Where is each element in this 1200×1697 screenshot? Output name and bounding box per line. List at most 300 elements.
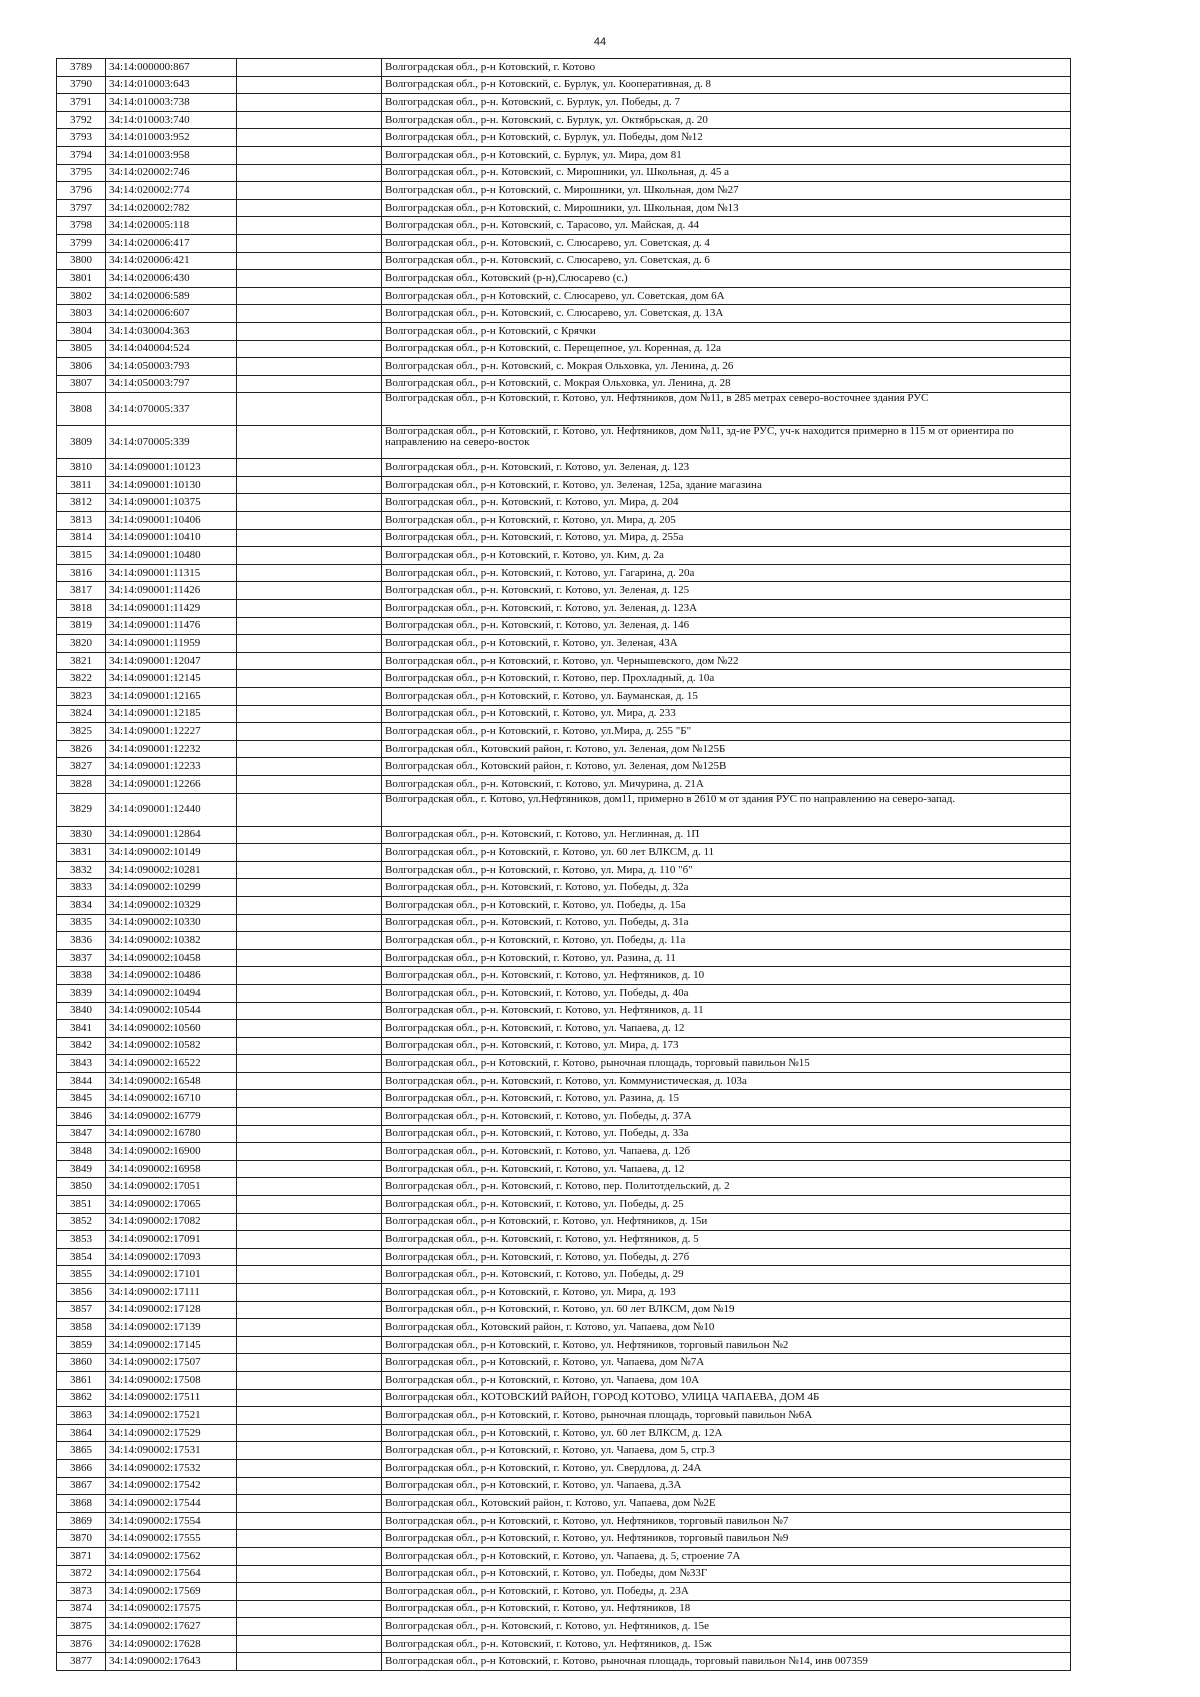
table-row — [57, 1196, 1071, 1214]
row-number-cell: 3862 — [57, 1389, 106, 1407]
table-row — [57, 1424, 1071, 1442]
empty-cell — [237, 252, 382, 270]
address-cell: Волгоградская обл., р-н Котовский, г. Котово, ул. Нефтяников, торговый павильон №7 — [382, 1512, 1071, 1530]
cadastral-number-cell: 34:14:090002:17511 — [106, 1389, 237, 1407]
row-number-cell: 3808 — [57, 393, 106, 426]
table-row — [57, 723, 1071, 741]
cadastral-number-cell: 34:14:090001:11476 — [106, 617, 237, 635]
table-row — [57, 896, 1071, 914]
empty-cell — [237, 322, 382, 340]
empty-cell — [237, 896, 382, 914]
row-number-cell: 3829 — [57, 793, 106, 826]
table-row — [57, 1055, 1071, 1073]
row-number-cell: 3842 — [57, 1037, 106, 1055]
cadastral-number-cell: 34:14:090001:12165 — [106, 688, 237, 706]
table-row — [57, 652, 1071, 670]
row-number-cell: 3833 — [57, 879, 106, 897]
empty-cell — [237, 1301, 382, 1319]
address-cell: Волгоградская обл., р-н. Котовский, г. Котово, ул. Победы, д. 40а — [382, 984, 1071, 1002]
row-number-cell: 3812 — [57, 494, 106, 512]
row-number-cell: 3872 — [57, 1565, 106, 1583]
cadastral-number-cell: 34:14:090001:12185 — [106, 705, 237, 723]
empty-cell — [237, 1090, 382, 1108]
address-cell: Волгоградская обл., р-н. Котовский, г. Котово, ул. Победы, д. 25 — [382, 1196, 1071, 1214]
empty-cell — [237, 1231, 382, 1249]
row-number-cell: 3838 — [57, 967, 106, 985]
row-number-cell: 3877 — [57, 1653, 106, 1671]
cadastral-number-cell: 34:14:020006:421 — [106, 252, 237, 270]
empty-cell — [237, 494, 382, 512]
table-row — [57, 1072, 1071, 1090]
address-cell: Волгоградская обл., р-н. Котовский, г. Котово, ул. Мира, д. 204 — [382, 494, 1071, 512]
address-cell: Волгоградская обл., р-н. Котовский, г. Котово, ул. Неглинная, д. 1П — [382, 826, 1071, 844]
empty-cell — [237, 393, 382, 426]
empty-cell — [237, 1160, 382, 1178]
address-cell: Волгоградская обл., р-н. Котовский, с. Мокрая Ольховка, ул. Ленина, д. 26 — [382, 358, 1071, 376]
address-cell: Волгоградская обл., р-н Котовский, с. Перещепное, ул. Коренная, д. 12а — [382, 340, 1071, 358]
table-row — [57, 476, 1071, 494]
address-cell: Волгоградская обл., р-н Котовский, г. Котово, ул. Мира, д. 233 — [382, 705, 1071, 723]
cadastral-number-cell: 34:14:090002:17569 — [106, 1583, 237, 1601]
empty-cell — [237, 1389, 382, 1407]
empty-cell — [237, 182, 382, 200]
empty-cell — [237, 1213, 382, 1231]
row-number-cell: 3852 — [57, 1213, 106, 1231]
address-cell: Волгоградская обл., р-н. Котовский, г. Котово, ул. Чапаева, д. 12 — [382, 1020, 1071, 1038]
row-number-cell: 3850 — [57, 1178, 106, 1196]
cadastral-number-cell: 34:14:090002:17564 — [106, 1565, 237, 1583]
address-cell: Волгоградская обл., р-н Котовский, г. Котово, рыночная площадь, торговый павильон №15 — [382, 1055, 1071, 1073]
cadastral-number-cell: 34:14:090001:10123 — [106, 459, 237, 477]
address-cell: Волгоградская обл., р-н. Котовский, г. Котово, ул. Зеленая, д. 125 — [382, 582, 1071, 600]
table-row — [57, 1495, 1071, 1513]
table-row — [57, 494, 1071, 512]
row-number-cell: 3839 — [57, 984, 106, 1002]
empty-cell — [237, 1477, 382, 1495]
table-row — [57, 1284, 1071, 1302]
table-row — [57, 879, 1071, 897]
cadastral-number-cell: 34:14:090002:17093 — [106, 1248, 237, 1266]
row-number-cell: 3803 — [57, 305, 106, 323]
row-number-cell: 3813 — [57, 512, 106, 530]
table-row — [57, 1635, 1071, 1653]
address-cell: Волгоградская обл., р-н Котовский, г. Котово, ул. Нефтяников, дом №11, в 285 метрах северо-восточнее здания РУС — [382, 393, 1071, 426]
address-cell: Волгоградская обл., р-н Котовский, г. Котово, ул. Свердлова, д. 24А — [382, 1459, 1071, 1477]
address-cell: Волгоградская обл., р-н Котовский, г. Котово, ул. Разина, д. 11 — [382, 949, 1071, 967]
table-row — [57, 1178, 1071, 1196]
cadastral-number-cell: 34:14:010003:643 — [106, 76, 237, 94]
empty-cell — [237, 375, 382, 393]
empty-cell — [237, 426, 382, 459]
empty-cell — [237, 1547, 382, 1565]
address-cell: Волгоградская обл., р-н. Котовский, г. Котово, ул. Победы, д. 33а — [382, 1125, 1071, 1143]
empty-cell — [237, 826, 382, 844]
table-row — [57, 234, 1071, 252]
address-cell: Волгоградская обл., Котовский район, г. Котово, ул. Чапаева, дом №10 — [382, 1319, 1071, 1337]
row-number-cell: 3840 — [57, 1002, 106, 1020]
row-number-cell: 3811 — [57, 476, 106, 494]
table-row — [57, 1336, 1071, 1354]
registry-table — [56, 58, 1071, 1671]
empty-cell — [237, 1653, 382, 1671]
cadastral-number-cell: 34:14:090001:12145 — [106, 670, 237, 688]
table-row — [57, 949, 1071, 967]
table-row — [57, 1108, 1071, 1126]
table-row — [57, 287, 1071, 305]
empty-cell — [237, 775, 382, 793]
cadastral-number-cell: 34:14:090002:17508 — [106, 1371, 237, 1389]
empty-cell — [237, 270, 382, 288]
table-row — [57, 1583, 1071, 1601]
address-cell: Волгоградская обл., р-н Котовский, с. Бурлук, ул. Мира, дом 81 — [382, 146, 1071, 164]
row-number-cell: 3814 — [57, 529, 106, 547]
row-number-cell: 3834 — [57, 896, 106, 914]
empty-cell — [237, 670, 382, 688]
cadastral-number-cell: 34:14:090002:10299 — [106, 879, 237, 897]
row-number-cell: 3836 — [57, 932, 106, 950]
cadastral-number-cell: 34:14:090002:16780 — [106, 1125, 237, 1143]
empty-cell — [237, 340, 382, 358]
address-cell: Волгоградская обл., р-н Котовский, г. Котово, рыночная площадь, торговый павильон №14, инв 007359 — [382, 1653, 1071, 1671]
cadastral-number-cell: 34:14:090002:17628 — [106, 1635, 237, 1653]
row-number-cell: 3828 — [57, 775, 106, 793]
cadastral-number-cell: 34:14:090002:10560 — [106, 1020, 237, 1038]
row-number-cell: 3863 — [57, 1407, 106, 1425]
cadastral-number-cell: 34:14:090001:10410 — [106, 529, 237, 547]
row-number-cell: 3822 — [57, 670, 106, 688]
cadastral-number-cell: 34:14:090002:16900 — [106, 1143, 237, 1161]
table-row — [57, 1090, 1071, 1108]
address-cell: Волгоградская обл., р-н. Котовский, г. Котово, ул. Чапаева, д. 12б — [382, 1143, 1071, 1161]
table-row — [57, 1442, 1071, 1460]
row-number-cell: 3790 — [57, 76, 106, 94]
row-number-cell: 3866 — [57, 1459, 106, 1477]
table-row — [57, 967, 1071, 985]
address-cell: Волгоградская обл., р-н. Котовский, г. Котово, ул. Мичурина, д. 21А — [382, 775, 1071, 793]
row-number-cell: 3861 — [57, 1371, 106, 1389]
row-number-cell: 3837 — [57, 949, 106, 967]
cadastral-number-cell: 34:14:090002:16958 — [106, 1160, 237, 1178]
table-row — [57, 426, 1071, 459]
address-cell: Волгоградская обл., р-н. Котовский, г. Котово, ул. Победы, д. 27б — [382, 1248, 1071, 1266]
cadastral-number-cell: 34:14:090001:12233 — [106, 758, 237, 776]
empty-cell — [237, 844, 382, 862]
empty-cell — [237, 1336, 382, 1354]
table-row — [57, 1512, 1071, 1530]
row-number-cell: 3824 — [57, 705, 106, 723]
address-cell: Волгоградская обл., р-н Котовский, г. Котово, ул. Ким, д. 2а — [382, 547, 1071, 565]
cadastral-number-cell: 34:14:090002:10582 — [106, 1037, 237, 1055]
address-cell: Волгоградская обл., р-н. Котовский, г. Котово, ул. Победы, д. 37А — [382, 1108, 1071, 1126]
cadastral-number-cell: 34:14:090001:10480 — [106, 547, 237, 565]
table-row — [57, 1160, 1071, 1178]
cadastral-number-cell: 34:14:000000:867 — [106, 59, 237, 77]
cadastral-number-cell: 34:14:090002:16548 — [106, 1072, 237, 1090]
empty-cell — [237, 1530, 382, 1548]
cadastral-number-cell: 34:14:090002:17575 — [106, 1600, 237, 1618]
empty-cell — [237, 967, 382, 985]
cadastral-number-cell: 34:14:090002:17627 — [106, 1618, 237, 1636]
cadastral-number-cell: 34:14:030004:363 — [106, 322, 237, 340]
cadastral-number-cell: 34:14:020006:589 — [106, 287, 237, 305]
address-cell: Волгоградская обл., р-н. Котовский, г. Котово, ул. Победы, д. 32а — [382, 879, 1071, 897]
row-number-cell: 3801 — [57, 270, 106, 288]
page-number: 44 — [593, 36, 607, 48]
cadastral-number-cell: 34:14:090001:12227 — [106, 723, 237, 741]
row-number-cell: 3847 — [57, 1125, 106, 1143]
table-row — [57, 705, 1071, 723]
empty-cell — [237, 1565, 382, 1583]
address-cell: Волгоградская обл., р-н Котовский, г. Котово, ул. Мира, д. 205 — [382, 512, 1071, 530]
table-row — [57, 322, 1071, 340]
empty-cell — [237, 1618, 382, 1636]
row-number-cell: 3818 — [57, 600, 106, 618]
row-number-cell: 3874 — [57, 1600, 106, 1618]
cadastral-number-cell: 34:14:070005:339 — [106, 426, 237, 459]
row-number-cell: 3827 — [57, 758, 106, 776]
row-number-cell: 3802 — [57, 287, 106, 305]
table-row — [57, 984, 1071, 1002]
table-row — [57, 1266, 1071, 1284]
row-number-cell: 3820 — [57, 635, 106, 653]
cadastral-number-cell: 34:14:090002:17562 — [106, 1547, 237, 1565]
address-cell: Волгоградская обл., р-н Котовский, г. Котово, ул. Победы, д. 23А — [382, 1583, 1071, 1601]
cadastral-number-cell: 34:14:090002:10281 — [106, 861, 237, 879]
table-row — [57, 1565, 1071, 1583]
cadastral-number-cell: 34:14:050003:797 — [106, 375, 237, 393]
row-number-cell: 3835 — [57, 914, 106, 932]
address-cell: Волгоградская обл., р-н Котовский, г. Котово, ул. Мира, д. 110 "б" — [382, 861, 1071, 879]
empty-cell — [237, 1600, 382, 1618]
cadastral-number-cell: 34:14:070005:337 — [106, 393, 237, 426]
cadastral-number-cell: 34:14:090001:12047 — [106, 652, 237, 670]
cadastral-number-cell: 34:14:090002:10494 — [106, 984, 237, 1002]
row-number-cell: 3794 — [57, 146, 106, 164]
empty-cell — [237, 512, 382, 530]
row-number-cell: 3846 — [57, 1108, 106, 1126]
address-cell: Волгоградская обл., р-н. Котовский, г. Котово, ул. Зеленая, д. 123А — [382, 600, 1071, 618]
empty-cell — [237, 723, 382, 741]
row-number-cell: 3843 — [57, 1055, 106, 1073]
cadastral-number-cell: 34:14:090002:10149 — [106, 844, 237, 862]
table-row — [57, 1547, 1071, 1565]
empty-cell — [237, 1442, 382, 1460]
empty-cell — [237, 705, 382, 723]
address-cell: Волгоградская обл., р-н Котовский, г. Котово, ул. Победы, д. 11а — [382, 932, 1071, 950]
address-cell: Волгоградская обл., р-н Котовский, с. Слюсарево, ул. Советская, дом 6А — [382, 287, 1071, 305]
table-row — [57, 1371, 1071, 1389]
table-row — [57, 1125, 1071, 1143]
empty-cell — [237, 476, 382, 494]
table-row — [57, 617, 1071, 635]
empty-cell — [237, 1002, 382, 1020]
row-number-cell: 3856 — [57, 1284, 106, 1302]
address-cell: Волгоградская обл., р-н. Котовский, г. Котово, ул. Зеленая, д. 146 — [382, 617, 1071, 635]
empty-cell — [237, 1055, 382, 1073]
address-cell: Волгоградская обл., р-н Котовский, г. Котово, ул. 60 лет ВЛКСМ, д. 12А — [382, 1424, 1071, 1442]
row-number-cell: 3845 — [57, 1090, 106, 1108]
table-row — [57, 1002, 1071, 1020]
row-number-cell: 3810 — [57, 459, 106, 477]
address-cell: Волгоградская обл., р-н Котовский, с. Бурлук, ул. Победы, дом №12 — [382, 129, 1071, 147]
empty-cell — [237, 1143, 382, 1161]
table-row — [57, 512, 1071, 530]
empty-cell — [237, 740, 382, 758]
row-number-cell: 3871 — [57, 1547, 106, 1565]
empty-cell — [237, 59, 382, 77]
table-row — [57, 861, 1071, 879]
cadastral-number-cell: 34:14:090002:17091 — [106, 1231, 237, 1249]
table-row — [57, 252, 1071, 270]
empty-cell — [237, 914, 382, 932]
empty-cell — [237, 76, 382, 94]
row-number-cell: 3876 — [57, 1635, 106, 1653]
address-cell: Волгоградская обл., р-н Котовский, г. Котово, ул. Зеленая, 43А — [382, 635, 1071, 653]
address-cell: Волгоградская обл., р-н. Котовский, г. Котово, ул. Мира, д. 255а — [382, 529, 1071, 547]
empty-cell — [237, 1266, 382, 1284]
address-cell: Волгоградская обл., Котовский (р-н),Слюсарево (с.) — [382, 270, 1071, 288]
cadastral-number-cell: 34:14:090002:17065 — [106, 1196, 237, 1214]
table-row — [57, 1618, 1071, 1636]
empty-cell — [237, 582, 382, 600]
empty-cell — [237, 111, 382, 129]
address-cell: Волгоградская обл., р-н. Котовский, г. Котово, ул. Нефтяников, д. 10 — [382, 967, 1071, 985]
address-cell: Волгоградская обл., р-н Котовский, г. Котово, пер. Прохладный, д. 10а — [382, 670, 1071, 688]
cadastral-number-cell: 34:14:090002:17555 — [106, 1530, 237, 1548]
cadastral-number-cell: 34:14:090001:12232 — [106, 740, 237, 758]
empty-cell — [237, 1178, 382, 1196]
table-row — [57, 94, 1071, 112]
empty-cell — [237, 932, 382, 950]
table-row — [57, 1037, 1071, 1055]
address-cell: Волгоградская обл., р-н. Котовский, г. Котово, ул. Нефтяников, д. 11 — [382, 1002, 1071, 1020]
address-cell: Волгоградская обл., р-н. Котовский, г. Котово, ул. Гагарина, д. 20а — [382, 564, 1071, 582]
address-cell: Волгоградская обл., р-н Котовский, с. Мирошники, ул. Школьная, дом №27 — [382, 182, 1071, 200]
address-cell: Волгоградская обл., р-н Котовский, г. Котово, ул. Чапаева, дом 5, стр.3 — [382, 1442, 1071, 1460]
row-number-cell: 3855 — [57, 1266, 106, 1284]
cadastral-number-cell: 34:14:090001:10130 — [106, 476, 237, 494]
row-number-cell: 3809 — [57, 426, 106, 459]
address-cell: Волгоградская обл., р-н Котовский, г. Котово, ул. Бауманская, д. 15 — [382, 688, 1071, 706]
empty-cell — [237, 617, 382, 635]
empty-cell — [237, 1037, 382, 1055]
empty-cell — [237, 1459, 382, 1477]
table-row — [57, 111, 1071, 129]
row-number-cell: 3791 — [57, 94, 106, 112]
cadastral-number-cell: 34:14:020002:746 — [106, 164, 237, 182]
cadastral-number-cell: 34:14:090002:17529 — [106, 1424, 237, 1442]
empty-cell — [237, 1284, 382, 1302]
table-row — [57, 1389, 1071, 1407]
address-cell: Волгоградская обл., р-н Котовский, г. Котово, ул.Мира, д. 255 "Б" — [382, 723, 1071, 741]
empty-cell — [237, 287, 382, 305]
cadastral-number-cell: 34:14:090001:10406 — [106, 512, 237, 530]
cadastral-number-cell: 34:14:090001:11959 — [106, 635, 237, 653]
address-cell: Волгоградская обл., р-н. Котовский, с. Бурлук, ул. Октябрьская, д. 20 — [382, 111, 1071, 129]
cadastral-number-cell: 34:14:090002:17531 — [106, 1442, 237, 1460]
table-row — [57, 129, 1071, 147]
empty-cell — [237, 217, 382, 235]
cadastral-number-cell: 34:14:010003:958 — [106, 146, 237, 164]
cadastral-number-cell: 34:14:090002:17051 — [106, 1178, 237, 1196]
cadastral-number-cell: 34:14:020006:607 — [106, 305, 237, 323]
empty-cell — [237, 861, 382, 879]
table-row — [57, 1477, 1071, 1495]
table-row — [57, 844, 1071, 862]
row-number-cell: 3823 — [57, 688, 106, 706]
table-row — [57, 76, 1071, 94]
table-row — [57, 340, 1071, 358]
table-row — [57, 564, 1071, 582]
row-number-cell: 3854 — [57, 1248, 106, 1266]
cadastral-number-cell: 34:14:090001:11315 — [106, 564, 237, 582]
cadastral-number-cell: 34:14:090002:17507 — [106, 1354, 237, 1372]
cadastral-number-cell: 34:14:090002:10486 — [106, 967, 237, 985]
cadastral-number-cell: 34:14:050003:793 — [106, 358, 237, 376]
empty-cell — [237, 1196, 382, 1214]
empty-cell — [237, 305, 382, 323]
empty-cell — [237, 164, 382, 182]
row-number-cell: 3819 — [57, 617, 106, 635]
empty-cell — [237, 1495, 382, 1513]
row-number-cell: 3795 — [57, 164, 106, 182]
row-number-cell: 3857 — [57, 1301, 106, 1319]
address-cell: Волгоградская обл., р-н Котовский, г. Котово, ул. Чапаева, д.3А — [382, 1477, 1071, 1495]
row-number-cell: 3831 — [57, 844, 106, 862]
address-cell: Волгоградская обл., р-н Котовский, г. Котово, ул. Нефтяников, торговый павильон №2 — [382, 1336, 1071, 1354]
empty-cell — [237, 1319, 382, 1337]
cadastral-number-cell: 34:14:090002:17128 — [106, 1301, 237, 1319]
table-row — [57, 375, 1071, 393]
row-number-cell: 3807 — [57, 375, 106, 393]
address-cell: Волгоградская обл., р-н Котовский, г. Котово — [382, 59, 1071, 77]
address-cell: Волгоградская обл., р-н. Котовский, с. Слюсарево, ул. Советская, д. 13А — [382, 305, 1071, 323]
row-number-cell: 3815 — [57, 547, 106, 565]
row-number-cell: 3860 — [57, 1354, 106, 1372]
row-number-cell: 3806 — [57, 358, 106, 376]
table-row — [57, 358, 1071, 376]
table-row — [57, 146, 1071, 164]
table-row — [57, 758, 1071, 776]
address-cell: Волгоградская обл., р-н. Котовский, г. Котово, пер. Политотдельский, д. 2 — [382, 1178, 1071, 1196]
row-number-cell: 3832 — [57, 861, 106, 879]
empty-cell — [237, 984, 382, 1002]
address-cell: Волгоградская обл., р-н Котовский, г. Котово, ул. Зеленая, 125а, здание магазина — [382, 476, 1071, 494]
address-cell: Волгоградская обл., р-н Котовский, с. Мокрая Ольховка, ул. Ленина, д. 28 — [382, 375, 1071, 393]
cadastral-number-cell: 34:14:020006:430 — [106, 270, 237, 288]
table-row — [57, 582, 1071, 600]
row-number-cell: 3841 — [57, 1020, 106, 1038]
address-cell: Волгоградская обл., КОТОВСКИЙ РАЙОН, ГОРОД КОТОВО, УЛИЦА ЧАПАЕВА, ДОМ 4Б — [382, 1389, 1071, 1407]
row-number-cell: 3821 — [57, 652, 106, 670]
cadastral-number-cell: 34:14:090002:17521 — [106, 1407, 237, 1425]
row-number-cell: 3848 — [57, 1143, 106, 1161]
empty-cell — [237, 94, 382, 112]
empty-cell — [237, 1125, 382, 1143]
table-row — [57, 1020, 1071, 1038]
empty-cell — [237, 547, 382, 565]
empty-cell — [237, 1072, 382, 1090]
cadastral-number-cell: 34:14:090002:10544 — [106, 1002, 237, 1020]
table-row — [57, 199, 1071, 217]
address-cell: Волгоградская обл., р-н. Котовский, г. Котово, ул. Нефтяников, д. 5 — [382, 1231, 1071, 1249]
table-row — [57, 775, 1071, 793]
address-cell: Волгоградская обл., р-н. Котовский, г. Котово, ул. Коммунистическая, д. 103а — [382, 1072, 1071, 1090]
empty-cell — [237, 1635, 382, 1653]
table-row — [57, 1354, 1071, 1372]
address-cell: Волгоградская обл., р-н Котовский, г. Котово, ул. Победы, дом №33Г — [382, 1565, 1071, 1583]
cadastral-number-cell: 34:14:090002:17542 — [106, 1477, 237, 1495]
